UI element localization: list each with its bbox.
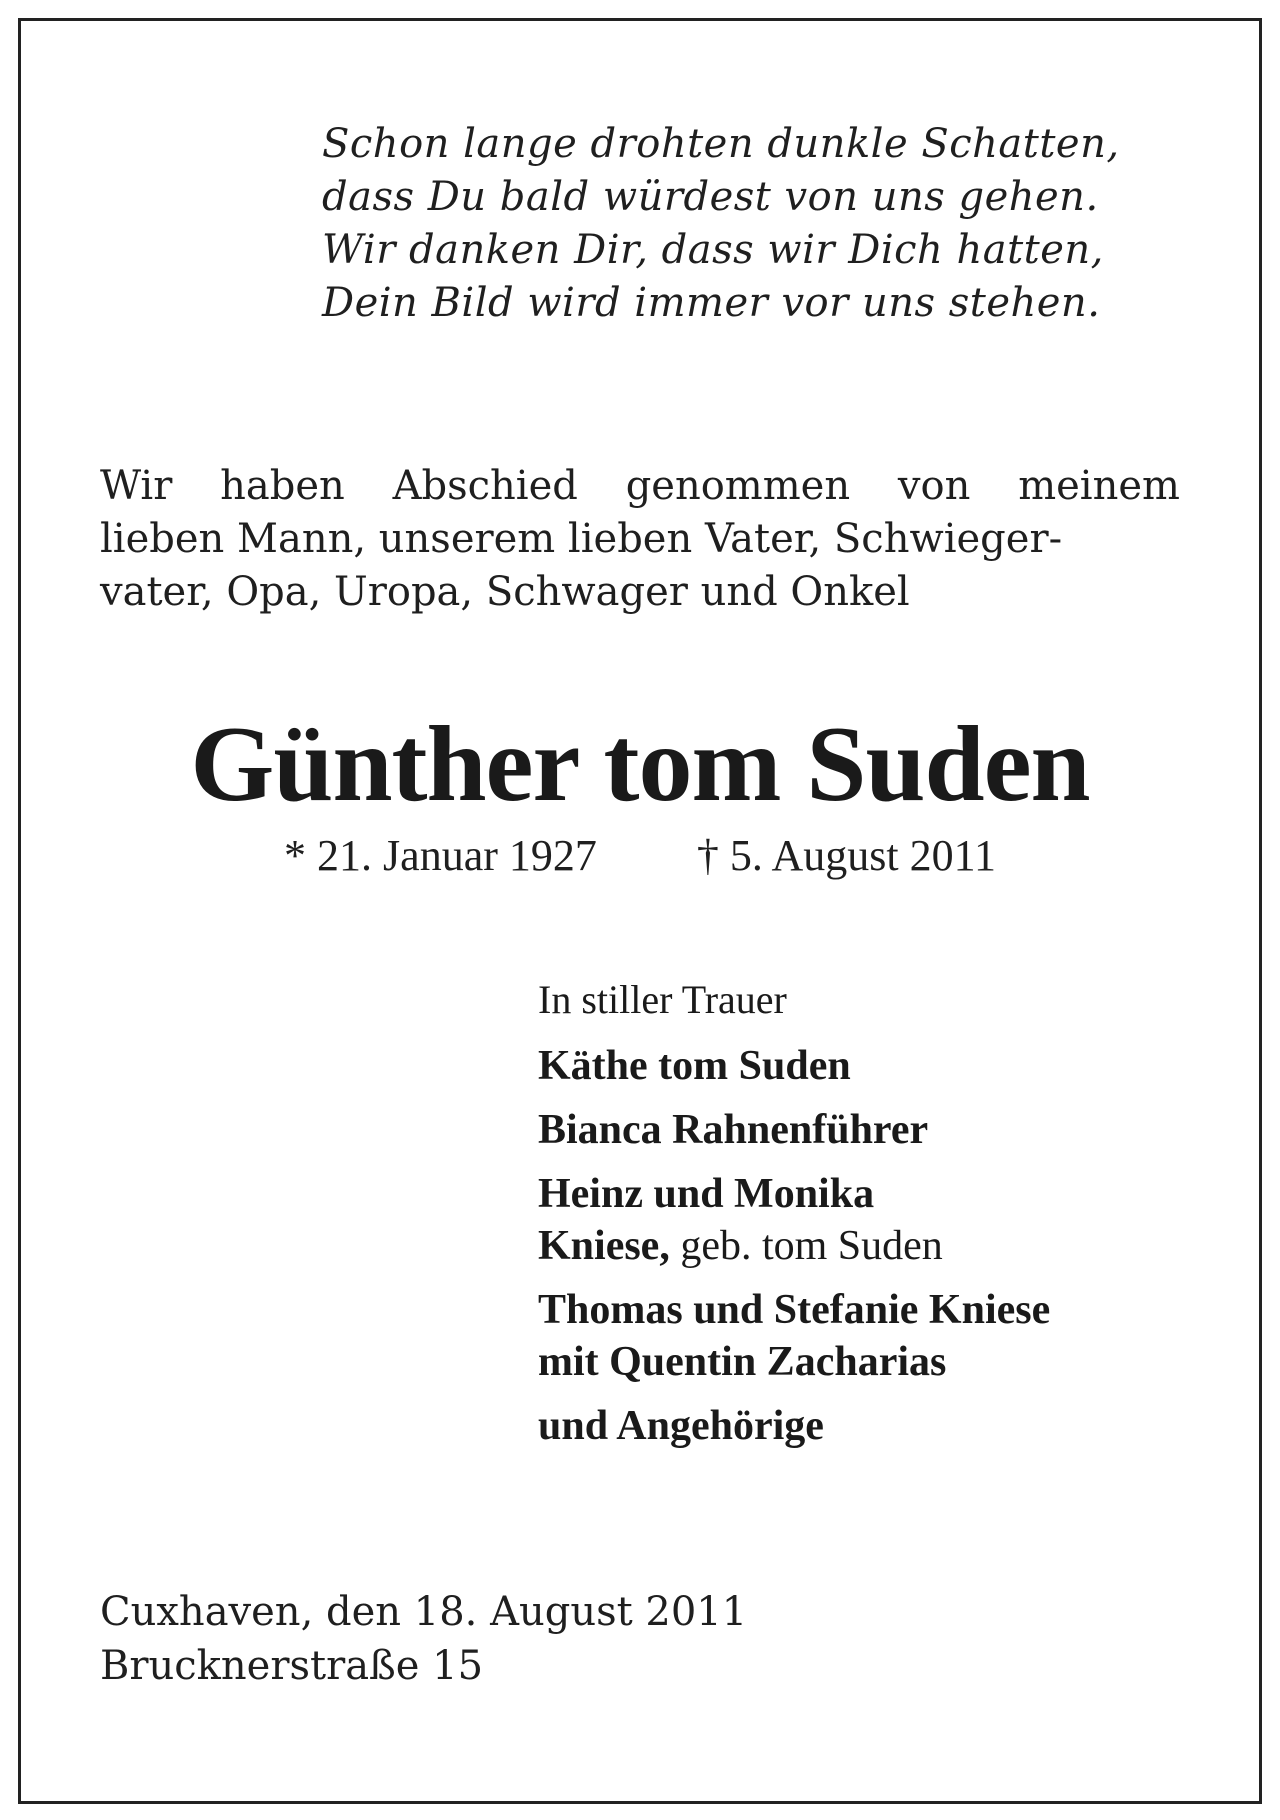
mourner-entry xyxy=(538,1104,1050,1156)
poem-line: Dein Bild wird immer vor uns stehen. xyxy=(322,280,1101,326)
mourner-name: Käthe tom Suden xyxy=(538,1043,851,1089)
intro-text xyxy=(100,460,1180,619)
mourner-entry xyxy=(538,1040,1050,1092)
birth-date: * 21. Januar 1927 xyxy=(284,831,597,880)
intro-word: Wir xyxy=(100,463,173,509)
poem xyxy=(322,118,1120,330)
mourner-name: mit Quentin Zacharias xyxy=(538,1339,947,1385)
mourner-note: geb. tom Suden xyxy=(669,1223,943,1269)
mourner-name: Thomas und Stefanie Kniese xyxy=(538,1287,1051,1333)
mourner-name: und Angehörige xyxy=(538,1403,824,1449)
mourner-name: Bianca Rahnenführer xyxy=(538,1107,929,1153)
intro-word: meinem xyxy=(1018,463,1180,509)
intro-word: Abschied xyxy=(392,463,578,509)
mourners-list xyxy=(538,972,1050,1464)
death-date: † 5. August 2011 xyxy=(696,831,996,880)
deceased-name: Günther tom Suden xyxy=(190,705,1090,824)
intro-word: haben xyxy=(220,463,345,509)
intro-word: genommen xyxy=(625,463,851,509)
intro-word: von xyxy=(897,463,971,509)
place-date: Cuxhaven, den 18. August 2011 xyxy=(100,1589,748,1635)
mourner-entry xyxy=(538,1284,1050,1388)
address: Brucknerstraße 15 xyxy=(100,1643,484,1689)
footer xyxy=(100,1585,747,1693)
mourner-name: Heinz und Monika xyxy=(538,1171,875,1217)
intro-line-3: vater, Opa, Uropa, Schwager und Onkel xyxy=(100,569,910,615)
intro-line-2: lieben Mann, unserem lieben Vater, Schwieger- xyxy=(100,516,1063,562)
poem-line: Schon lange drohten dunkle Schatten, xyxy=(322,121,1120,167)
mourner-entry xyxy=(538,1400,1050,1452)
mourner-entry xyxy=(538,1168,1050,1272)
mourner-name: Kniese, xyxy=(538,1223,670,1269)
life-dates xyxy=(0,828,1280,884)
poem-line: Wir danken Dir, dass wir Dich hatten, xyxy=(322,227,1104,273)
intro-line-1 xyxy=(100,460,1180,513)
mourning-intro: In stiller Trauer xyxy=(538,977,787,1022)
poem-line: dass Du bald würdest von uns gehen. xyxy=(322,174,1099,220)
